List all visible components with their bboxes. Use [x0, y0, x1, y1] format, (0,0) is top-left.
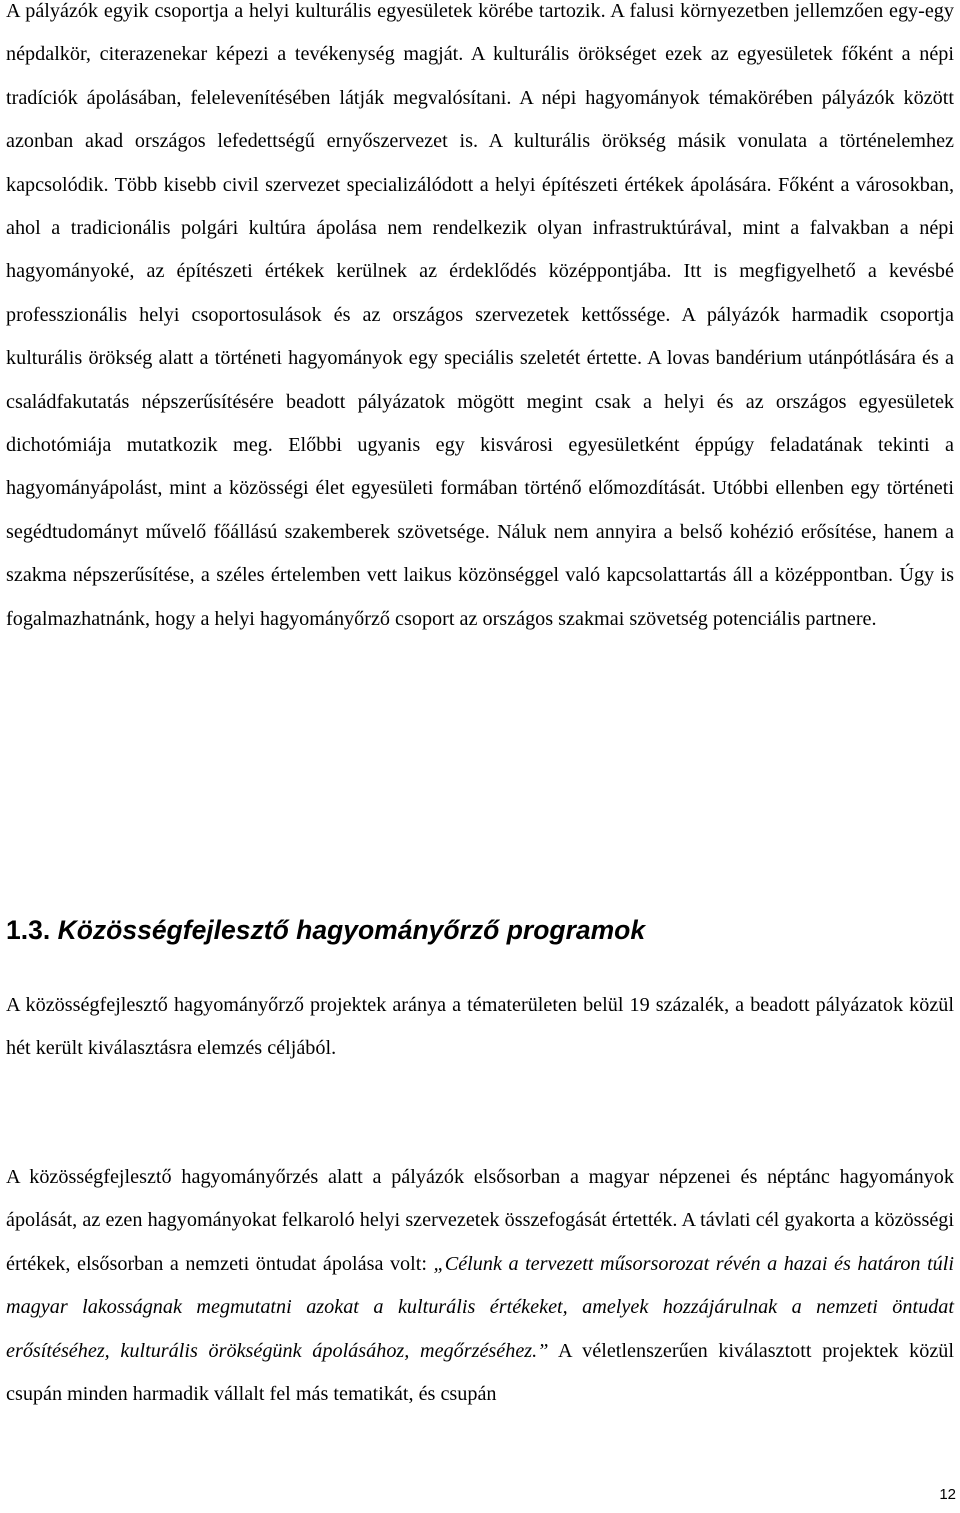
page-number: 12 — [939, 1486, 956, 1503]
project-quote: „Célunk a tervezett műsorsorozat révén a hazai és határon túli magyar lakosságnak megmutatni azokat a kulturális értékeket, amelyek hozzájárulnak a nemzeti öntudat erősítéséhez, kulturális örökségünk ápolásához, megőrzéséhez.” — [6, 1252, 954, 1362]
paragraph-cultural-associations: A pályázók egyik csoportja a helyi kulturális egyesületek körébe tartozik. A falusi környezetben jellemzően egy-egy népdalkör, citerazenekar képezi a tevékenység magját. A kulturális örökséget ezek az egyesületek főként a népi tradíciók ápolásában, felelevenítésében látják megvalósítani. A népi hagyományok témakörében pályázók között azonban akad országos lefedettségű ernyőszervezet is. A kulturális örökség másik vonulata a történelemhez kapcsolódik. Több kisebb civil szervezet specializálódott a helyi építészeti értékek ápolására. Főként a városokban, ahol a tradicionális polgári kultúra ápolása nem rendelkezik olyan infrastruktúrával, mint a falvakban a népi hagyományoké, az építészeti értékek kerülnek az érdeklődés középpontjába. Itt is megfigyelhető a kevésbé professzionális helyi csoportosulások és az országos szervezetek kettőssége. A pályázók harmadik csoportja kulturális örökség alatt a történeti hagyományok egy speciális szeletét értette. A lovas bandérium utánpótlására és a családfakutatás népszerűsítésére beadott pályázatok mögött megint csak a helyi és az országos egyesületek dichotómiája mutatkozik meg. Előbbi ugyanis egy kisvárosi egyesületként éppúgy feladatának tekinti a hagyományápolást, mint a közösségi élet egyesületi formában történő előmozdítását. Utóbbi ellenben egy történeti segédtudományt művelő főállású szakemberek szövetsége. Náluk nem annyira a belső kohézió erősítése, hanem a szakma népszerűsítése, a széles értelemben vett laikus közönséggel való kapcsolattartás áll a középpontban. Úgy is fogalmazhatnánk, hogy a helyi hagyományőrző csoport az országos szakmai szövetség potenciális partnere. — [6, 0, 954, 630]
section-title: Közösségfejlesztő hagyományőrző programok — [57, 915, 646, 945]
section-heading — [6, 910, 645, 950]
paragraph-text-after-quote: A véletlenszerűen kiválasztott projektek közül csupán minden harmadik vállalt fel más tematikát, és csupán — [6, 1339, 954, 1406]
section-number: 1.3. — [6, 915, 51, 945]
paragraph-text-before-quote: A közösségfejlesztő hagyományőrzés alatt a pályázók elsősorban a magyar népzenei és néptánc hagyományok ápolását, az ezen hagyományokat felkaroló helyi szervezetek összefogását értették. A távlati cél gyakorta a közösségi értékek, elsősorban a nemzeti öntudat ápolása volt: — [6, 1166, 954, 1275]
paragraph-community-tradition — [6, 1156, 954, 1416]
paragraph-project-ratio: A közösségfejlesztő hagyományőrző projektek aránya a tématerületen belül 19 százalék, a beadott pályázatok közül hét került kiválasztásra elemzés céljából. — [6, 994, 954, 1060]
